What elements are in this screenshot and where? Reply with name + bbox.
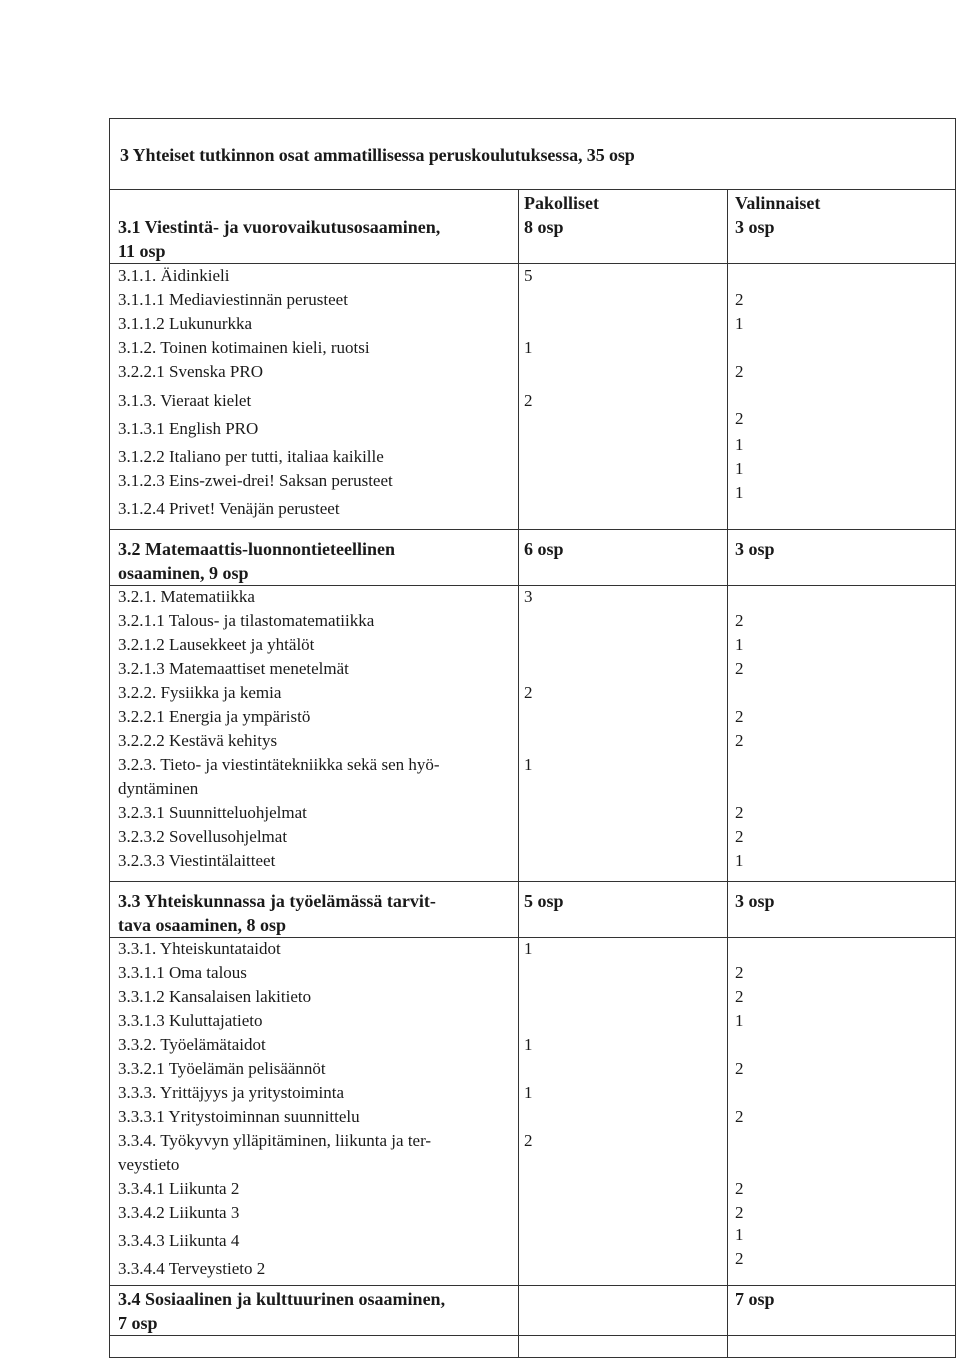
row-label: 3.3.3. Yrittäjyys ja yritystoiminta xyxy=(118,1083,345,1102)
section-pakolliset: 6 osp xyxy=(524,539,564,559)
row-valinnaiset: 2 xyxy=(735,827,744,846)
column-divider-valinnaiset xyxy=(727,190,728,1357)
row-label: 3.3.1.3 Kuluttajatieto xyxy=(118,1011,263,1030)
row-label: 3.1.1.1 Mediaviestinnän perusteet xyxy=(118,290,348,309)
row-valinnaiset: 1 xyxy=(735,314,744,333)
row-label: 3.1.3. Vieraat kielet xyxy=(118,391,252,410)
row-label: 3.2.2.2 Kestävä kehitys xyxy=(118,731,278,750)
section-valinnaiset: 7 osp xyxy=(735,1289,775,1309)
row-label: 3.2.2.1 Energia ja ympäristö xyxy=(118,707,311,726)
section-title: tava osaaminen, 8 osp xyxy=(118,915,287,935)
row-label: 3.1.2.3 Eins-zwei-drei! Saksan perusteet xyxy=(118,471,393,490)
row-pakolliset: 2 xyxy=(524,391,533,410)
row-valinnaiset: 2 xyxy=(735,659,744,678)
row-label: 3.2.3. Tieto- ja viestintätekniikka sekä sen hyö- xyxy=(118,755,440,774)
row-valinnaiset: 2 xyxy=(735,803,744,822)
row-valinnaiset: 2 xyxy=(735,1059,744,1078)
row-label: 3.2.3.1 Suunnitteluohjelmat xyxy=(118,803,307,822)
section-pakolliset: 5 osp xyxy=(524,891,564,911)
row-label: veystieto xyxy=(118,1155,180,1174)
row-label: 3.1.1.2 Lukunurkka xyxy=(118,314,253,333)
row-label: 3.1.2.2 Italiano per tutti, italiaa kaikille xyxy=(118,447,384,466)
section-title: 3.1 Viestintä- ja vuorovaikutusosaaminen, xyxy=(118,217,441,237)
title-row xyxy=(110,119,955,190)
section-header-divider xyxy=(110,1335,955,1336)
row-label: 3.3.4.4 Terveystieto 2 xyxy=(118,1259,266,1278)
row-label: dyntäminen xyxy=(118,779,199,798)
row-pakolliset: 2 xyxy=(524,683,533,702)
row-label: 3.1.1. Äidinkieli xyxy=(118,266,230,285)
row-valinnaiset: 1 xyxy=(735,483,744,502)
section-pakolliset: 8 osp xyxy=(524,217,564,237)
row-pakolliset: 2 xyxy=(524,1131,533,1150)
row-label: 3.3.4.2 Liikunta 3 xyxy=(118,1203,240,1222)
row-valinnaiset: 1 xyxy=(735,435,744,454)
row-label: 3.3.2. Työelämätaidot xyxy=(118,1035,266,1054)
section-title: 7 osp xyxy=(118,1313,158,1333)
row-label: 3.3.4.1 Liikunta 2 xyxy=(118,1179,240,1198)
row-label: 3.2.1.1 Talous- ja tilastomatematiikka xyxy=(118,611,375,630)
row-label: 3.2.2. Fysiikka ja kemia xyxy=(118,683,282,702)
row-label: 3.1.2. Toinen kotimainen kieli, ruotsi xyxy=(118,338,370,357)
section-title: 3.2 Matemaattis-luonnontieteellinen xyxy=(118,539,395,559)
row-valinnaiset: 2 xyxy=(735,362,744,381)
row-pakolliset: 1 xyxy=(524,1035,533,1054)
row-valinnaiset: 2 xyxy=(735,290,744,309)
row-valinnaiset: 1 xyxy=(735,635,744,654)
section-title: 11 osp xyxy=(118,241,166,261)
row-label: 3.2.1. Matematiikka xyxy=(118,587,255,606)
document-title: 3 Yhteiset tutkinnon osat ammatillisessa peruskoulutuksessa, 35 osp xyxy=(120,145,635,165)
row-valinnaiset: 2 xyxy=(735,1203,744,1222)
row-valinnaiset: 2 xyxy=(735,611,744,630)
row-valinnaiset: 2 xyxy=(735,409,744,428)
row-valinnaiset: 2 xyxy=(735,731,744,750)
row-label: 3.2.1.3 Matemaattiset menetelmät xyxy=(118,659,349,678)
header-pakolliset: Pakolliset xyxy=(524,193,599,213)
row-valinnaiset: 1 xyxy=(735,1225,744,1244)
section-divider xyxy=(110,1285,955,1286)
section-divider xyxy=(110,529,955,530)
section-title: 3.4 Sosiaalinen ja kulttuurinen osaaminen, xyxy=(118,1289,446,1309)
row-label: 3.3.1. Yhteiskuntataidot xyxy=(118,939,281,958)
row-pakolliset: 1 xyxy=(524,939,533,958)
row-label: 3.3.3.1 Yritystoiminnan suunnittelu xyxy=(118,1107,360,1126)
row-label: 3.3.4.3 Liikunta 4 xyxy=(118,1231,240,1250)
row-label: 3.1.2.4 Privet! Venäjän perusteet xyxy=(118,499,340,518)
row-label: 3.2.1.2 Lausekkeet ja yhtälöt xyxy=(118,635,315,654)
row-label: 3.2.2.1 Svenska PRO xyxy=(118,362,263,381)
section-title: 3.3 Yhteiskunnassa ja työelämässä tarvit- xyxy=(118,891,436,911)
section-valinnaiset: 3 osp xyxy=(735,539,775,559)
row-pakolliset: 1 xyxy=(524,1083,533,1102)
section-title: osaaminen, 9 osp xyxy=(118,563,249,583)
section-header-divider xyxy=(110,263,955,264)
row-label: 3.3.1.2 Kansalaisen lakitieto xyxy=(118,987,312,1006)
row-valinnaiset: 2 xyxy=(735,1107,744,1126)
row-pakolliset: 3 xyxy=(524,587,533,606)
row-valinnaiset: 2 xyxy=(735,707,744,726)
header-valinnaiset: Valinnaiset xyxy=(735,193,821,213)
row-label: 3.3.4. Työkyvyn ylläpitäminen, liikunta ja ter- xyxy=(118,1131,432,1150)
column-divider-pakolliset xyxy=(518,190,519,1357)
row-label: 3.2.3.3 Viestintälaitteet xyxy=(118,851,276,870)
row-valinnaiset: 1 xyxy=(735,1011,744,1030)
row-valinnaiset: 2 xyxy=(735,987,744,1006)
row-pakolliset: 1 xyxy=(524,338,533,357)
row-valinnaiset: 2 xyxy=(735,963,744,982)
row-label: 3.3.1.1 Oma talous xyxy=(118,963,247,982)
section-valinnaiset: 3 osp xyxy=(735,217,775,237)
row-pakolliset: 5 xyxy=(524,266,533,285)
section-divider xyxy=(110,881,955,882)
row-label: 3.1.3.1 English PRO xyxy=(118,419,259,438)
row-valinnaiset: 1 xyxy=(735,459,744,478)
row-pakolliset: 1 xyxy=(524,755,533,774)
row-valinnaiset: 2 xyxy=(735,1179,744,1198)
document-table xyxy=(109,118,956,1358)
row-label: 3.2.3.2 Sovellusohjelmat xyxy=(118,827,288,846)
row-valinnaiset: 1 xyxy=(735,851,744,870)
section-valinnaiset: 3 osp xyxy=(735,891,775,911)
row-valinnaiset: 2 xyxy=(735,1249,744,1268)
row-label: 3.3.2.1 Työelämän pelisäännöt xyxy=(118,1059,326,1078)
